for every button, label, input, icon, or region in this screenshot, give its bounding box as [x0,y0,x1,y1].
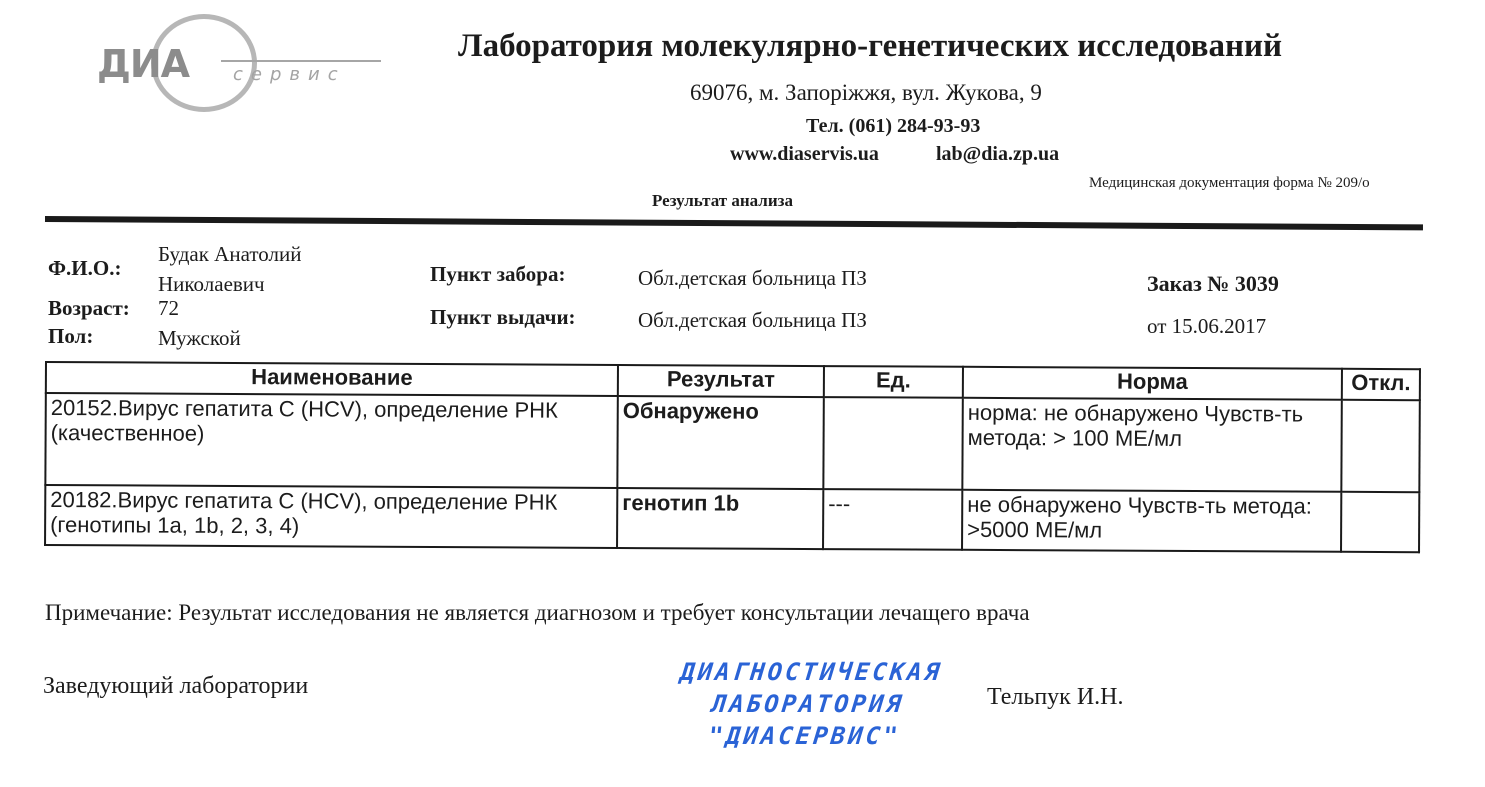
lab-name: Лаборатория молекулярно-генетических исследований [458,28,1283,64]
stamp-line2: ЛАБОРАТОРИЯ [710,690,906,718]
sex-label: Пол: [48,324,94,348]
test-unit [823,397,962,490]
column-header-result: Результат [618,365,824,397]
lab-address: 69076, м. Запоріжжя, вул. Жукова, 9 [690,80,1042,105]
patient-age: 72 [158,296,179,320]
patient-sex: Мужской [158,326,241,350]
lab-email: lab@dia.zp.ua [936,143,1060,165]
logo [95,12,395,117]
patient-name-line1: Будак Анатолий [158,242,302,266]
patient-name-line2: Николаевич [158,272,265,296]
lab-phone: Тел. (061) 284-93-93 [806,115,981,137]
medical-form-number: Медицинская документация форма № 209/о [1089,175,1370,191]
test-unit: --- [823,489,962,550]
collection-point-label: Пункт забора: [430,262,566,286]
lab-website: www.diaservis.ua [730,143,879,165]
test-name: 20152.Вирус гепатита С (HCV), определение РНК (качественное) [45,393,617,488]
test-norm: не обнаружено Чувств-ть метода: >5000 МЕ/мл [962,490,1341,552]
disclaimer-note: Примечание: Результат исследования не является диагнозом и требует консультации лечащего врача [45,600,1030,625]
stamp-line3: "ДИАСЕРВИС" [707,722,903,750]
table-row [45,485,1419,552]
stamp-line1: ДИАГНОСТИЧЕСКАЯ [679,658,944,686]
test-result: генотип 1b [617,488,823,549]
logo-brand: ДИА [97,42,190,86]
logo-divider [221,60,381,62]
lab-head-name: Тельпук И.Н. [987,684,1124,710]
test-deviation [1341,400,1419,492]
test-norm: норма: не обнаружено Чувств-ть метода: > 100 МЕ/мл [962,398,1341,492]
fio-label: Ф.И.О.: [48,256,122,280]
lab-head-label: Заведующий лаборатории [43,673,309,699]
issue-point-label: Пункт выдачи: [430,305,576,329]
column-header-unit: Ед. [824,366,963,398]
table-row [45,393,1419,492]
logo-subbrand: сервис [233,64,346,85]
issue-point-value: Обл.детская больница ПЗ [638,308,867,332]
lab-stamp [663,656,953,752]
age-label: Возраст: [48,296,130,320]
order-number: Заказ № 3039 [1147,271,1279,296]
order-date: от 15.06.2017 [1147,314,1267,338]
document-title: Результат анализа [652,191,793,210]
collection-point-value: Обл.детская больница ПЗ [638,266,867,290]
column-header-norm: Норма [963,367,1342,400]
results-table [44,361,1421,553]
test-result: Обнаружено [617,396,823,489]
test-name: 20182.Вирус гепатита С (HCV), определение РНК (генотипы 1a, 1b, 2, 3, 4) [45,485,617,548]
header-divider [45,216,1423,230]
column-header-name: Наименование [46,362,618,396]
test-deviation [1341,492,1419,552]
column-header-deviation: Откл. [1342,369,1420,400]
